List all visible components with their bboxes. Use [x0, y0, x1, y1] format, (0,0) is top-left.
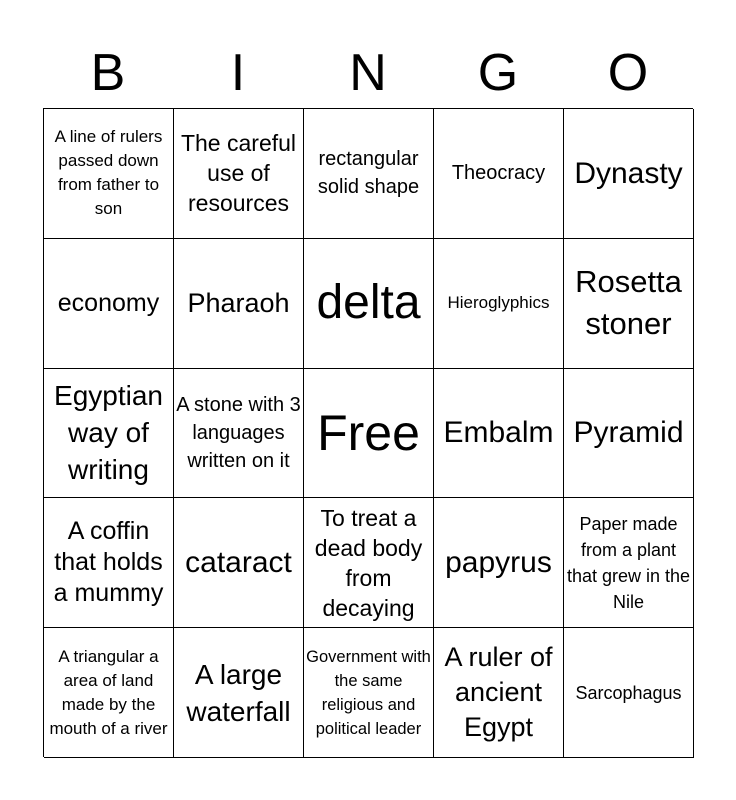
cell-text: A triangular a area of land made by the mouth of a river — [49, 646, 168, 738]
cell-text: Pharaoh — [187, 287, 290, 318]
cell-text: A line of rulers passed down from father to son — [54, 127, 163, 219]
bingo-cell-r3c3 — [304, 369, 434, 499]
bingo-cell-r2c1 — [44, 239, 174, 369]
bingo-cell-r4c3 — [304, 498, 434, 628]
bingo-cell-r1c2 — [174, 109, 304, 239]
bingo-cell-r1c4 — [434, 109, 564, 239]
bingo-cell-r1c1 — [44, 109, 174, 239]
cell-text: Egyptian way of writing — [54, 380, 163, 486]
bingo-cell-r4c1 — [44, 498, 174, 628]
cell-text: Embalm — [443, 416, 554, 450]
bingo-cell-r5c1 — [44, 628, 174, 758]
cell-text: Sarcophagus — [575, 682, 682, 703]
bingo-cell-r1c5 — [564, 109, 694, 239]
bingo-cell-r2c2 — [174, 239, 304, 369]
cell-text: Free — [317, 404, 420, 461]
bingo-cell-r3c4 — [434, 369, 564, 499]
bingo-cell-r1c3 — [304, 109, 434, 239]
bingo-cell-r2c4 — [434, 239, 564, 369]
cell-text: To treat a dead body from decaying — [314, 504, 423, 621]
bingo-cell-r3c5 — [564, 369, 694, 499]
bingo-cell-r3c2 — [174, 369, 304, 499]
cell-text: A coffin that holds a mummy — [53, 517, 164, 608]
cell-text: A large waterfall — [186, 658, 291, 727]
bingo-cell-r4c4 — [434, 498, 564, 628]
header-letter-n: N — [349, 44, 387, 102]
cell-text: A stone with 3 languages written on it — [176, 393, 301, 472]
bingo-cell-r5c4 — [434, 628, 564, 758]
bingo-cell-r4c5 — [564, 498, 694, 628]
cell-text: delta — [316, 276, 421, 330]
bingo-card-grid — [43, 108, 693, 757]
bingo-cell-r5c3 — [304, 628, 434, 758]
header-letter-b: B — [90, 44, 126, 102]
cell-text: Theocracy — [451, 162, 546, 185]
cell-text: rectangular solid shape — [317, 148, 420, 199]
bingo-cell-r4c2 — [174, 498, 304, 628]
bingo-cell-r2c3 — [304, 239, 434, 369]
header-letter-g: G — [477, 44, 519, 102]
header-letter-i: I — [230, 44, 246, 102]
cell-text: Pyramid — [573, 416, 684, 450]
header-letter-o: O — [607, 44, 649, 102]
cell-text: Rosetta stoner — [575, 264, 682, 342]
cell-text: Government with the same religious and political leader — [306, 647, 431, 738]
bingo-cell-r2c5 — [564, 239, 694, 369]
cell-text: Paper made from a plant that grew in the Nile — [566, 513, 691, 612]
bingo-cell-r3c1 — [44, 369, 174, 499]
bingo-header — [43, 38, 693, 108]
cell-text: Dynasty — [574, 156, 683, 190]
cell-text: Hieroglyphics — [447, 293, 550, 313]
cell-text: A ruler of ancient Egypt — [444, 642, 553, 743]
cell-text: The careful use of resources — [180, 130, 297, 217]
cell-text: economy — [57, 288, 160, 317]
bingo-cell-r5c5 — [564, 628, 694, 758]
cell-text: cataract — [185, 546, 292, 580]
bingo-cell-r5c2 — [174, 628, 304, 758]
cell-text: papyrus — [445, 546, 552, 580]
